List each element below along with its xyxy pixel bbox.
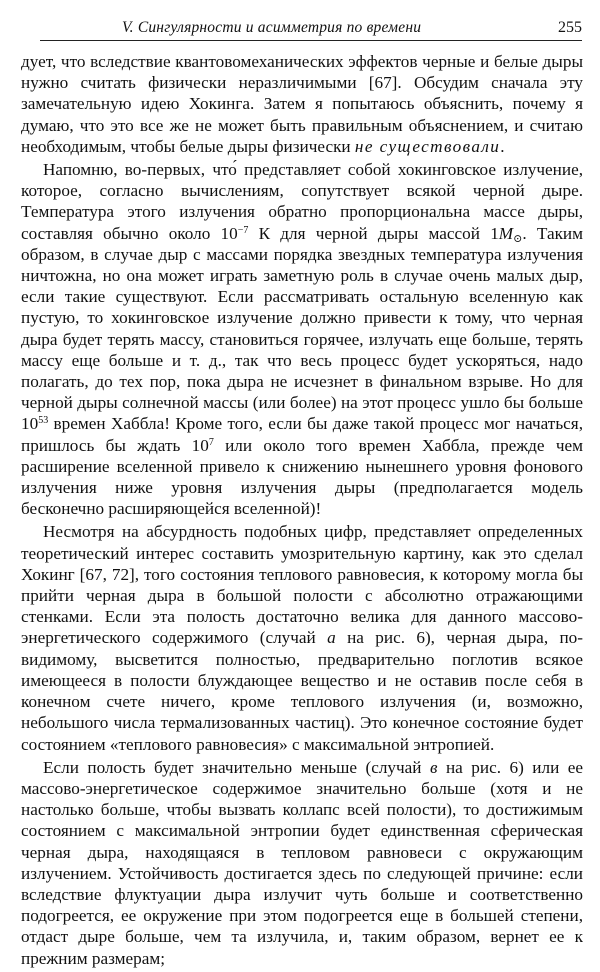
body-text <box>21 51 583 969</box>
text-run: времен Хаббла! Кроме того, если бы даже такой процесс мог начаться, пришлось бы ждать 10 <box>21 414 583 455</box>
paragraph <box>21 757 583 969</box>
page-number: 255 <box>558 19 582 36</box>
running-head: V. Сингулярности и асимметрия по времени <box>122 19 422 36</box>
text-run: не существовали <box>354 136 501 156</box>
text-run: на рис. 6), черная дыра, по-видимому, высветится полностью, предварительно поглотив всякое имеющееся в полости блуждающее вещество и не оставив после себя в конечном счете ничего, кроме теплового излучения (и, возможно, небольшого числа термализованных частиц). Это конечное состояние будет состоянием «теплового равновесия» с максимальной энтропией. <box>21 628 583 754</box>
text-run: Если полость будет значительно меньше (случай <box>43 757 430 777</box>
text-run: Несмотря на абсурдность подобных цифр, представляет определенных теоретический интерес составить умозрительную картину, как это сделал Хокинг [67, 72], того состояния теплового равновесия, к которому могла бы прийти черная дыра в большой полости с абсолютно отражающими стенками. Если эта полость достаточно велика для данного массово-энергетического содержимого (случай <box>21 522 583 648</box>
text-run: . <box>500 136 505 156</box>
text-run: или около того времен Хаббла, прежде чем расширение вселенной привело к снижению нынешнего уровня фонового излучения ниже уровня излучения дыры (предполагается модель бесконечно расширяющейся вселенной)! <box>21 435 583 519</box>
paragraph <box>21 51 583 157</box>
text-run: К для черной дыры массой 1 <box>248 223 499 243</box>
text-run: M <box>498 223 514 243</box>
text-run: 53 <box>38 415 49 427</box>
text-run: −7 <box>237 224 249 236</box>
text-run: a <box>327 628 336 648</box>
text-run: 7 <box>208 436 214 448</box>
text-run: на рис. 6) или ее массово-энергетическое содержимое значительно больше (хотя и не настолько больше, чтобы вызвать коллапс всей полости), то достижимым состоянием с максимальной энтропии будет единственная сферическая черная дыра, находящаяся в тепловом равновеси с окружающим излучением. Устойчивость достигается здесь по следующей причине: если вследствие флуктуации дыра излучит чуть больше и соответственно подогреется, ее окружение при этом подогреется еще в большей степени, отдаст дыре больше, чем та излучила, и, таким образом, вернет ее к прежним размерам; <box>21 757 584 968</box>
text-run: в <box>430 757 438 777</box>
text-run: ⊙ <box>513 232 523 245</box>
text-run: Напомню, во-первых, что́ представляет собой хокинговское излучение, которое, согласно вычислениям, сопутствует всякой черной дыре. Температура этого излучения обратно пропорциональна массе дыры, составляя обычно около 10 <box>21 160 583 243</box>
paragraph <box>21 159 583 519</box>
page-header <box>40 14 582 41</box>
paragraph <box>21 521 583 754</box>
text-run: . Таким образом, в случае дыр с массами порядка звездных температура излучения ничтожна, но она может играть заметную роль в случае очень малых дыр, если такие существуют. Если рассматривать остальную вселенную как пустую, то хокинговское излучение должно привести к тому, что черная дыра будет терять массу, становиться горячее, излучать еще больше, терять массу еще больше и т. д., так что весь процесс будет ускоряться, надо полагать, до тех пор, пока дыра не исчезнет в финальном взрыве. Но для черной дыры солнечной массы (или более) на этот процесс ушло бы больше 10 <box>21 223 583 434</box>
text-run: дует, что вследствие квантовомеханических эффектов черные и белые дыры нужно считать физически неразличимыми [67]. Обсудим сначала эту замечательную идею Хокинга. Затем я попытаюсь объяснить, почему я думаю, что это все же не может быть правильным объяснением, и считаю необходимым, чтобы белые дыры физически <box>21 52 583 156</box>
